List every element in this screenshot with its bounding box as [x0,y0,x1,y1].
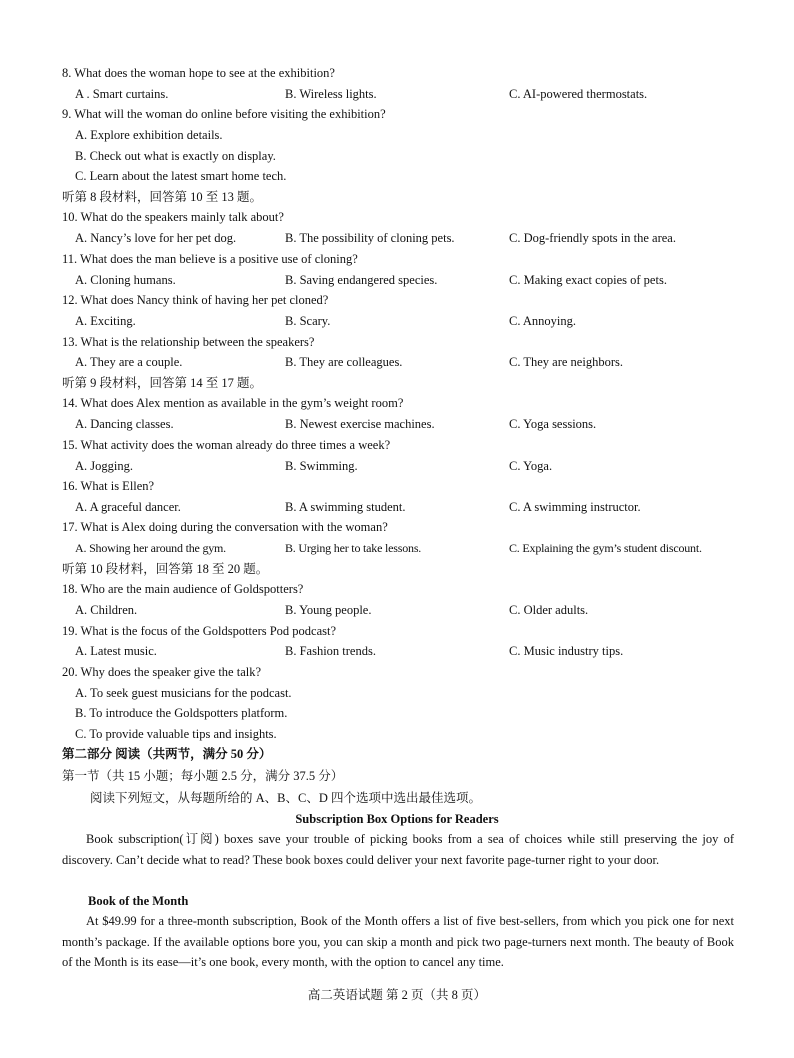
option-c: C. A swimming instructor. [509,500,641,514]
option-a: A. Cloning humans. [75,273,176,287]
option-c: C. Music industry tips. [509,644,624,658]
option-a: A. Showing her around the gym. [75,541,226,555]
question-12-stem: 12. What does Nancy think of having her pet cloned? [62,293,329,307]
option-b: B. The possibility of cloning pets. [285,231,455,245]
reading-directions: 阅读下列短文，从每题所给的 A、B、C、D 四个选项中选出最佳选项。 [90,791,481,805]
article-paragraph-2 [62,911,734,973]
question-14-stem: 14. What does Alex mention as available in the gym’s weight room? [62,396,404,410]
option-b: B. Wireless lights. [285,87,377,101]
option-c: C. Learn about the latest smart home tech. [75,169,287,183]
option-c: C. They are neighbors. [509,355,623,369]
option-a: A. A graceful dancer. [75,500,181,514]
option-c: C. Explaining the gym’s student discount. [509,541,702,555]
question-11-stem: 11. What does the man believe is a positive use of cloning? [62,252,358,266]
question-13-stem: 13. What is the relationship between the speakers? [62,335,315,349]
question-20-stem: 20. Why does the speaker give the talk? [62,665,262,679]
segment-9-instruction: 听第 9 段材料，回答第 14 至 17 题。 [62,376,263,390]
option-b: B. Scary. [285,314,331,328]
option-a: A. Jogging. [75,459,133,473]
question-9-stem: 9. What will the woman do online before visiting the exhibition? [62,107,386,121]
paragraph-text: Book subscription(订阅) boxes save your trouble of picking books from a sea of choices while still preserving the joy of discovery. Can’t decide what to read? These book boxes could deliver your next favorite page-turner right to your door. [62,832,734,867]
option-a: A. Dancing classes. [75,417,174,431]
option-b: B. Swimming. [285,459,358,473]
option-a: A. Explore exhibition details. [75,128,223,142]
option-b: B. Fashion trends. [285,644,376,658]
option-a: A . Smart curtains. [75,87,169,101]
paragraph-text: At $49.99 for a three-month subscription, Book of the Month offers a list of five best-sellers, from which you pick one for next month’s package. If the available options bore you, you can skip a month and pick two page-turners next month. The beauty of Book of the Month is its ease—it’s one book, every month, with the option to cancel any time. [62,914,734,970]
segment-10-instruction: 听第 10 段材料，回答第 18 至 20 题。 [62,562,269,576]
question-17-stem: 17. What is Alex doing during the conversation with the woman? [62,520,388,534]
option-b: B. Newest exercise machines. [285,417,435,431]
option-a: A. They are a couple. [75,355,183,369]
segment-8-instruction: 听第 8 段材料，回答第 10 至 13 题。 [62,190,263,204]
option-b: B. To introduce the Goldspotters platform. [75,706,288,720]
option-c: C. AI-powered thermostats. [509,87,648,101]
page-footer: 高二英语试题 第 2 页（共 8 页） [307,988,487,1002]
option-a: A. To seek guest musicians for the podcast. [75,686,292,700]
question-10-stem: 10. What do the speakers mainly talk about? [62,210,284,224]
question-8-stem: 8. What does the woman hope to see at the exhibition? [62,66,335,80]
option-a: A. Exciting. [75,314,136,328]
option-c: C. Yoga sessions. [509,417,597,431]
option-c: C. Older adults. [509,603,589,617]
article-title: Subscription Box Options for Readers [295,812,499,826]
article-subheading: Book of the Month [88,894,189,908]
section-1-heading: 第一节（共 15 小题；每小题 2.5 分，满分 37.5 分） [62,769,344,783]
option-a: A. Nancy’s love for her pet dog. [75,231,237,245]
article-paragraph-1 [62,829,734,870]
option-c: C. Annoying. [509,314,577,328]
option-c: C. Making exact copies of pets. [509,273,667,287]
part-2-heading: 第二部分 阅读（共两节，满分 50 分） [62,747,272,761]
option-c: C. Yoga. [509,459,553,473]
question-18-stem: 18. Who are the main audience of Goldspotters? [62,582,304,596]
option-b: B. Young people. [285,603,372,617]
option-a: A. Children. [75,603,138,617]
option-a: A. Latest music. [75,644,157,658]
option-b: B. A swimming student. [285,500,406,514]
option-b: B. Urging her to take lessons. [285,541,422,555]
option-b: B. They are colleagues. [285,355,403,369]
option-c: C. Dog-friendly spots in the area. [509,231,676,245]
question-15-stem: 15. What activity does the woman already do three times a week? [62,438,391,452]
option-b: B. Saving endangered species. [285,273,438,287]
option-b: B. Check out what is exactly on display. [75,149,276,163]
question-16-stem: 16. What is Ellen? [62,479,155,493]
option-c: C. To provide valuable tips and insights. [75,727,277,741]
question-19-stem: 19. What is the focus of the Goldspotters Pod podcast? [62,624,337,638]
